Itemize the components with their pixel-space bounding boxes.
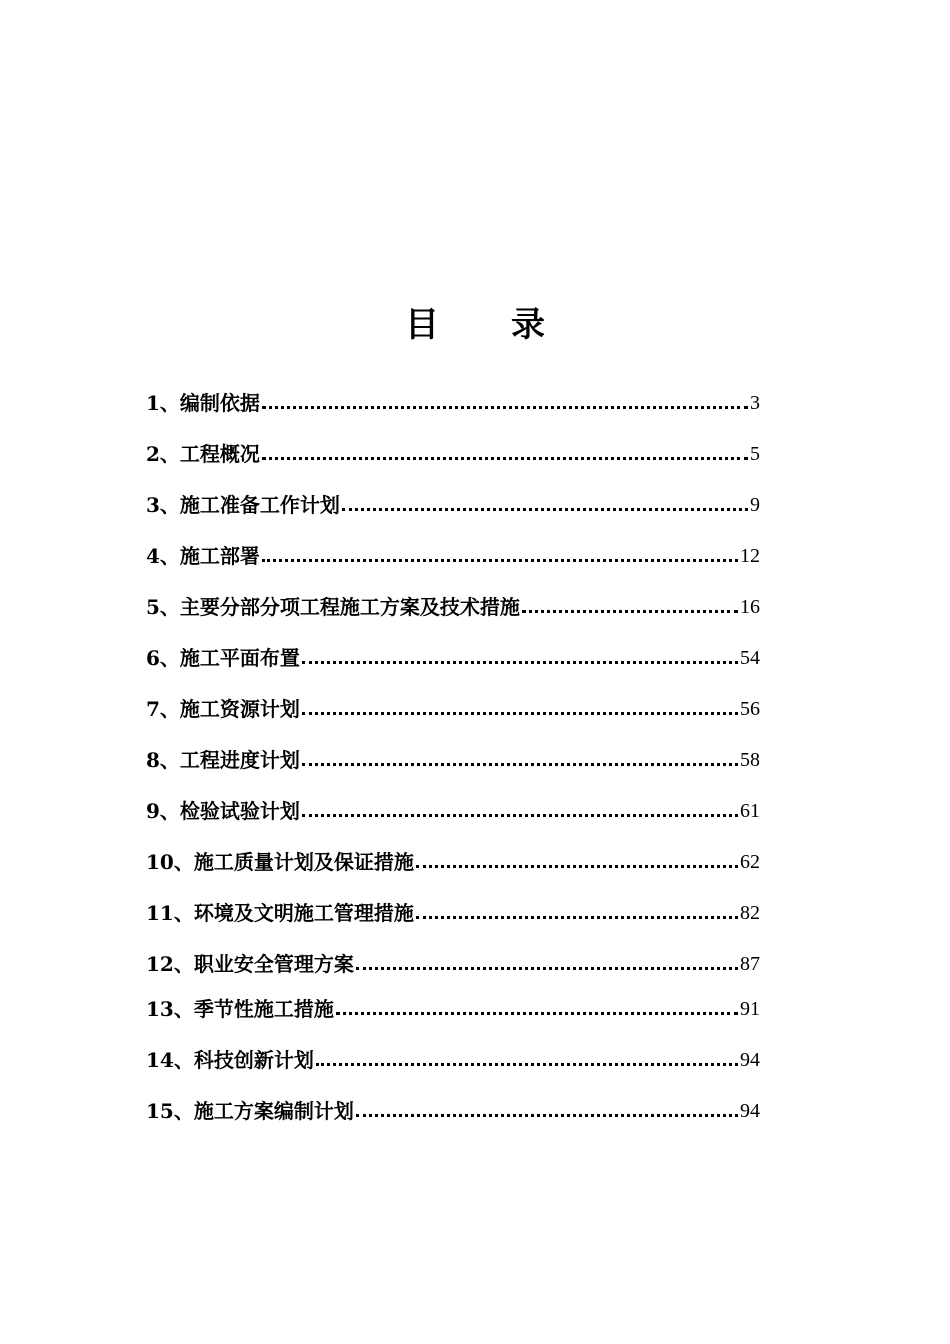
toc-entry-label: 13、季节性施工措施 [146, 997, 334, 1021]
toc-entry[interactable] [146, 743, 760, 773]
toc-entry-page: 94 [740, 1049, 760, 1071]
toc-entry-label: 6、施工平面布置 [146, 646, 300, 670]
toc-title [0, 300, 950, 350]
toc-entry[interactable] [146, 437, 760, 467]
dot-leader [356, 967, 738, 970]
toc-entry-page: 5 [750, 443, 760, 465]
toc-title-char-1: 目 [405, 305, 439, 345]
toc-entry-label: 9、检验试验计划 [146, 799, 300, 823]
dot-leader [302, 712, 738, 715]
dot-leader [356, 1114, 738, 1117]
toc-entry-label: 8、工程进度计划 [146, 748, 300, 772]
toc-entry-label: 7、施工资源计划 [146, 697, 300, 721]
toc-entry-page: 94 [740, 1100, 760, 1122]
dot-leader [262, 457, 748, 460]
toc-entry-label: 11、环境及文明施工管理措施 [146, 901, 414, 925]
toc-entry-label: 10、施工质量计划及保证措施 [146, 850, 414, 874]
toc-entry-page: 54 [740, 647, 760, 669]
dot-leader [302, 763, 738, 766]
dot-leader [522, 610, 738, 613]
toc-entry-page: 56 [740, 698, 760, 720]
toc-entry-page: 87 [740, 953, 760, 975]
toc-entry-page: 9 [750, 494, 760, 516]
toc-entry-page: 91 [740, 998, 760, 1020]
toc-entry[interactable] [146, 539, 760, 569]
toc-entry[interactable] [146, 1043, 760, 1073]
dot-leader [302, 814, 738, 817]
toc-entry[interactable] [146, 845, 760, 875]
toc-entry-label: 5、主要分部分项工程施工方案及技术措施 [146, 595, 520, 619]
toc-entry-page: 3 [750, 392, 760, 414]
dot-leader [262, 559, 738, 562]
toc-entry-page: 12 [740, 545, 760, 567]
toc-entry-label: 1、编制依据 [146, 391, 260, 415]
dot-leader [302, 661, 738, 664]
toc-entry[interactable] [146, 386, 760, 416]
toc-entry[interactable] [146, 947, 760, 977]
toc-title-char-2: 录 [511, 305, 545, 345]
toc-entry-page: 82 [740, 902, 760, 924]
dot-leader [316, 1063, 738, 1066]
dot-leader [342, 508, 748, 511]
toc-entry-page: 58 [740, 749, 760, 771]
toc-entry[interactable] [146, 794, 760, 824]
toc-entry[interactable] [146, 1094, 760, 1124]
toc-entry[interactable] [146, 590, 760, 620]
toc-entry[interactable] [146, 692, 760, 722]
dot-leader [416, 865, 738, 868]
toc-entry[interactable] [146, 641, 760, 671]
dot-leader [262, 406, 748, 409]
toc-entry[interactable] [146, 992, 760, 1022]
toc-entry[interactable] [146, 488, 760, 518]
toc-entry-label: 3、施工准备工作计划 [146, 493, 340, 517]
toc-entry[interactable] [146, 896, 760, 926]
toc-entry-page: 16 [740, 596, 760, 618]
toc-entry-label: 4、施工部署 [146, 544, 260, 568]
toc-entry-label: 15、施工方案编制计划 [146, 1099, 354, 1123]
toc-entry-page: 62 [740, 851, 760, 873]
toc-entry-label: 14、科技创新计划 [146, 1048, 314, 1072]
toc-entry-label: 12、职业安全管理方案 [146, 952, 354, 976]
dot-leader [416, 916, 738, 919]
dot-leader [336, 1012, 738, 1015]
toc-entry-page: 61 [740, 800, 760, 822]
toc-entry-label: 2、工程概况 [146, 442, 260, 466]
